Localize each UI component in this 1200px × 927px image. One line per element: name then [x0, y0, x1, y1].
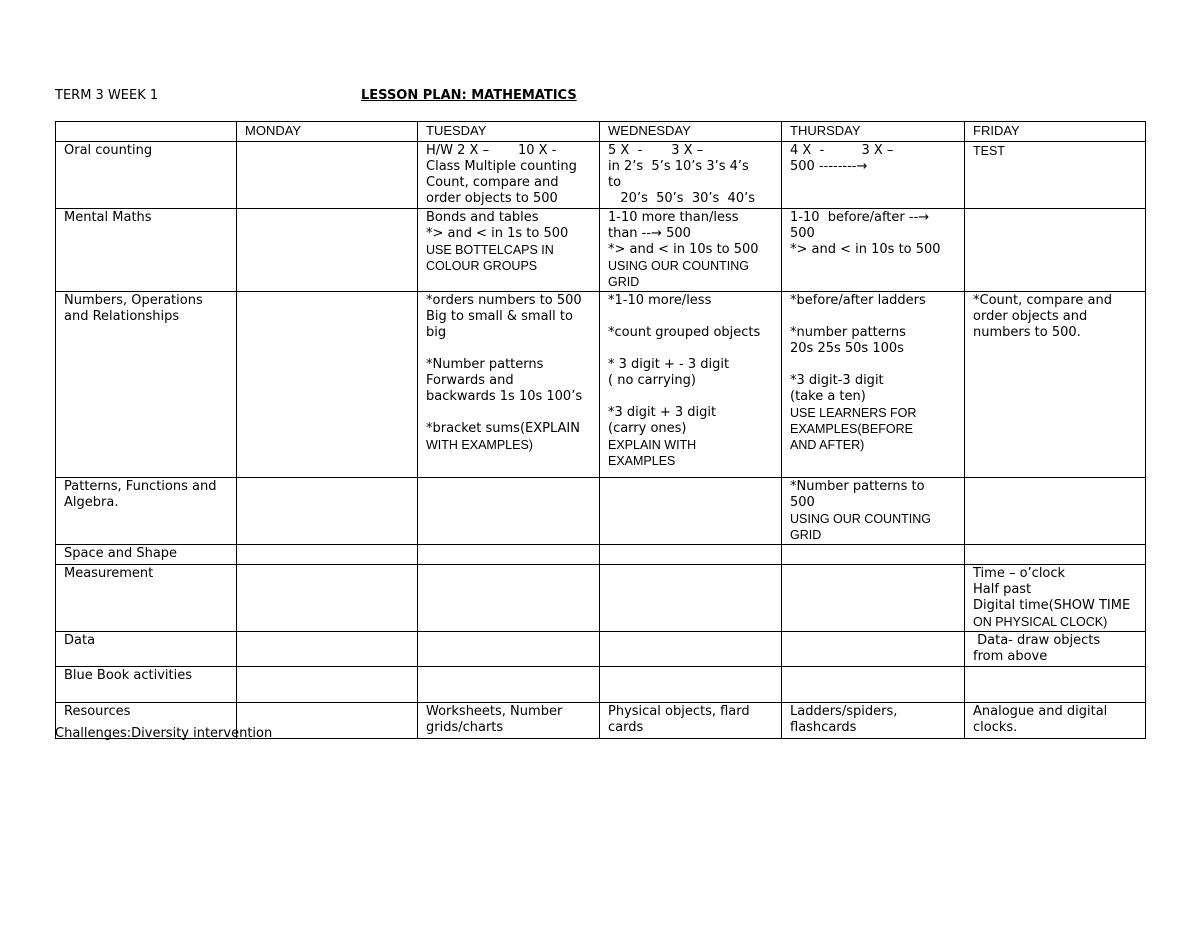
cell-line: Time – o’clock: [973, 566, 1066, 581]
cell-line: EXAMPLES(BEFORE: [790, 422, 913, 436]
table-row: [56, 667, 1146, 703]
cell-line: Half past: [973, 582, 1032, 597]
cell-line: (carry ones): [608, 421, 687, 436]
cell-line: Forwards and: [426, 373, 514, 388]
cell-line: *Count, compare and: [973, 293, 1113, 308]
row-label-cell: [56, 667, 237, 703]
cell-line: [790, 357, 956, 373]
cell-line: numbers to 500.: [973, 325, 1081, 340]
cell-line: Oral counting: [64, 143, 153, 158]
cell-line: in 2’s 5’s 10’s 3’s 4’s: [608, 159, 749, 174]
cell-line: Patterns, Functions and: [64, 479, 217, 494]
cell-wednesday: [600, 209, 782, 292]
page-title: LESSON PLAN: MATHEMATICS: [361, 88, 577, 103]
row-label-cell: [56, 632, 237, 667]
cell-line: 4 X - 3 X –: [790, 143, 894, 158]
cell-line: [426, 341, 591, 357]
cell-friday: [965, 209, 1146, 292]
cell-line: Big to small & small to: [426, 309, 573, 324]
cell-monday: [237, 545, 418, 565]
row-label-cell: [56, 142, 237, 209]
cell-line: *3 digit + 3 digit: [608, 405, 717, 420]
cell-line: cards: [608, 720, 644, 735]
cell-line: *bracket sums(EXPLAIN: [426, 421, 580, 436]
cell-line: TEST: [973, 144, 1005, 158]
cell-line: Resources: [64, 704, 131, 719]
cell-tuesday: [418, 667, 600, 703]
term-week-label: TERM 3 WEEK 1: [55, 88, 159, 103]
cell-thursday: [782, 632, 965, 667]
cell-line: Digital time(SHOW TIME: [973, 598, 1131, 613]
cell-wednesday: [600, 565, 782, 632]
table-row: [56, 209, 1146, 292]
cell-friday: [965, 142, 1146, 209]
cell-line: Data- draw objects: [973, 633, 1101, 648]
cell-line: Algebra.: [64, 495, 119, 510]
table-row: [56, 545, 1146, 565]
row-label-cell: [56, 545, 237, 565]
cell-friday: [965, 565, 1146, 632]
cell-line: EXAMPLES: [608, 454, 676, 468]
cell-line: *> and < in 1s to 500: [426, 226, 569, 241]
cell-wednesday: [600, 545, 782, 565]
cell-line: flashcards: [790, 720, 857, 735]
cell-line: big: [426, 325, 447, 340]
cell-line: grids/charts: [426, 720, 504, 735]
cell-monday: [237, 632, 418, 667]
cell-line: order objects and: [973, 309, 1088, 324]
cell-line: 1-10 before/after --→: [790, 210, 930, 225]
row-label-cell: [56, 478, 237, 545]
cell-line: [790, 309, 956, 325]
cell-line: clocks.: [973, 720, 1018, 735]
cell-line: 500 --------→: [790, 159, 868, 174]
cell-friday: [965, 703, 1146, 739]
cell-line: [426, 405, 591, 421]
cell-line: Analogue and digital: [973, 704, 1108, 719]
cell-monday: [237, 292, 418, 478]
cell-line: Numbers, Operations: [64, 293, 203, 308]
corner-cell: [56, 122, 237, 142]
cell-line: Mental Maths: [64, 210, 152, 225]
cell-tuesday: [418, 703, 600, 739]
cell-line: 20’s 50’s 30’s 40’s: [608, 191, 755, 206]
row-label-cell: [56, 209, 237, 292]
cell-line: 5 X - 3 X –: [608, 143, 704, 158]
cell-monday: [237, 142, 418, 209]
cell-line: Class Multiple counting: [426, 159, 577, 174]
cell-line: Count, compare and: [426, 175, 559, 190]
cell-line: to: [608, 175, 622, 190]
cell-line: 1-10 more than/less: [608, 210, 739, 225]
row-label-cell: [56, 292, 237, 478]
cell-friday: [965, 667, 1146, 703]
cell-line: *Number patterns: [426, 357, 544, 372]
cell-thursday: [782, 565, 965, 632]
cell-line: GRID: [790, 528, 822, 542]
cell-line: USE BOTTELCAPS IN: [426, 243, 554, 257]
cell-line: ( no carrying): [608, 373, 696, 388]
cell-thursday: [782, 545, 965, 565]
cell-line: * 3 digit + - 3 digit: [608, 357, 730, 372]
cell-thursday: [782, 209, 965, 292]
cell-line: Blue Book activities: [64, 668, 192, 683]
cell-line: 500: [790, 495, 815, 510]
cell-wednesday: [600, 292, 782, 478]
cell-friday: [965, 292, 1146, 478]
cell-tuesday: [418, 142, 600, 209]
cell-line: WITH EXAMPLES): [426, 438, 533, 452]
cell-line: Measurement: [64, 566, 154, 581]
cell-friday: [965, 632, 1146, 667]
cell-line: (take a ten): [790, 389, 866, 404]
cell-thursday: [782, 292, 965, 478]
cell-wednesday: [600, 632, 782, 667]
cell-line: *1-10 more/less: [608, 293, 712, 308]
cell-line: *3 digit-3 digit: [790, 373, 884, 388]
cell-thursday: [782, 667, 965, 703]
cell-friday: [965, 545, 1146, 565]
cell-line: from above: [973, 649, 1048, 664]
cell-line: EXPLAIN WITH: [608, 438, 697, 452]
table-row: [56, 292, 1146, 478]
cell-line: backwards 1s 10s 100’s: [426, 389, 583, 404]
cell-line: Bonds and tables: [426, 210, 539, 225]
cell-line: AND AFTER): [790, 438, 865, 452]
cell-line: [608, 341, 773, 357]
lesson-plan-table: [55, 121, 1146, 739]
cell-monday: [237, 209, 418, 292]
cell-line: USE LEARNERS FOR: [790, 406, 917, 420]
cell-wednesday: [600, 703, 782, 739]
row-label-cell: [56, 565, 237, 632]
page-header: [55, 88, 1145, 106]
cell-line: GRID: [608, 275, 640, 289]
cell-line: H/W 2 X – 10 X -: [426, 143, 557, 158]
cell-monday: [237, 667, 418, 703]
table-row: [56, 565, 1146, 632]
cell-tuesday: [418, 209, 600, 292]
cell-tuesday: [418, 292, 600, 478]
cell-line: ON PHYSICAL CLOCK): [973, 615, 1108, 629]
cell-line: Ladders/spiders,: [790, 704, 898, 719]
cell-line: than --→ 500: [608, 226, 691, 241]
day-header-tuesday: TUESDAY: [418, 122, 600, 142]
table-row: [56, 142, 1146, 209]
cell-wednesday: [600, 478, 782, 545]
cell-line: and Relationships: [64, 309, 180, 324]
cell-line: *orders numbers to 500: [426, 293, 582, 308]
day-header-thursday: THURSDAY: [782, 122, 965, 142]
cell-thursday: [782, 142, 965, 209]
cell-line: *count grouped objects: [608, 325, 761, 340]
cell-wednesday: [600, 667, 782, 703]
cell-tuesday: [418, 632, 600, 667]
cell-thursday: [782, 703, 965, 739]
cell-monday: [237, 478, 418, 545]
cell-line: *> and < in 10s to 500: [608, 242, 759, 257]
cell-friday: [965, 478, 1146, 545]
cell-line: [608, 309, 773, 325]
lesson-plan-body: [56, 122, 1146, 739]
cell-line: order objects to 500: [426, 191, 558, 206]
cell-tuesday: [418, 565, 600, 632]
cell-line: 20s 25s 50s 100s: [790, 341, 904, 356]
table-row: [56, 632, 1146, 667]
cell-line: *number patterns: [790, 325, 906, 340]
table-row: [56, 478, 1146, 545]
day-header-row: [56, 122, 1146, 142]
day-header-friday: FRIDAY: [965, 122, 1146, 142]
cell-line: *Number patterns to: [790, 479, 925, 494]
cell-line: 500: [790, 226, 815, 241]
day-header-monday: MONDAY: [237, 122, 418, 142]
cell-line: Worksheets, Number: [426, 704, 563, 719]
day-header-wednesday: WEDNESDAY: [600, 122, 782, 142]
cell-line: USING OUR COUNTING: [608, 259, 749, 273]
cell-tuesday: [418, 478, 600, 545]
cell-thursday: [782, 478, 965, 545]
cell-line: COLOUR GROUPS: [426, 259, 538, 273]
cell-line: Data: [64, 633, 96, 648]
cell-monday: [237, 565, 418, 632]
cell-line: Space and Shape: [64, 546, 178, 561]
cell-tuesday: [418, 545, 600, 565]
cell-wednesday: [600, 142, 782, 209]
cell-line: USING OUR COUNTING: [790, 512, 931, 526]
cell-line: [608, 389, 773, 405]
cell-line: Physical objects, flard: [608, 704, 750, 719]
cell-line: *before/after ladders: [790, 293, 926, 308]
challenges-note: Challenges:Diversity intervention: [55, 726, 273, 741]
cell-line: *> and < in 10s to 500: [790, 242, 941, 257]
